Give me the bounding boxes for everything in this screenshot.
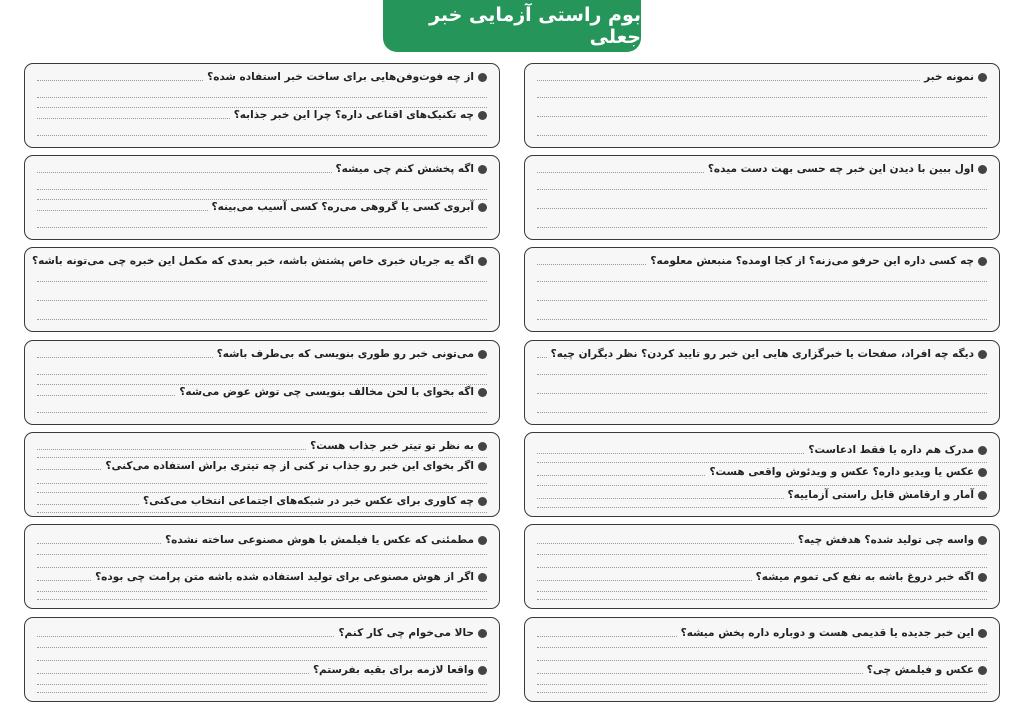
question-row <box>32 255 487 267</box>
left-card-2 <box>24 155 500 240</box>
answer-line[interactable] <box>37 199 487 200</box>
question-text: اگر بخوای این خبر رو جذاب تر کنی از چه تیتری براش استفاده می‌کنی؟ <box>105 460 474 472</box>
bullet-icon <box>978 491 987 500</box>
question-text: به نظر تو تیتر خبر جذاب هست؟ <box>310 440 474 452</box>
question-text: دیگه چه افراد، صفحات یا خبرگزاری هایی این خبر رو تایید کردن؟ نظر دیگران چیه؟ <box>550 348 974 360</box>
bullet-icon <box>478 573 487 582</box>
answer-line[interactable] <box>537 567 987 568</box>
question-text: حالا می‌خوام چی کار کنم؟ <box>338 627 474 639</box>
answer-dots[interactable] <box>537 543 794 544</box>
answer-dots[interactable] <box>37 395 175 396</box>
page-title: بوم راستی آزمایی خبر جعلی <box>383 0 641 52</box>
left-card-7 <box>24 617 500 702</box>
question-text: اول ببین با دیدن این خبر چه حسی بهت دست میده؟ <box>707 163 974 175</box>
answer-line[interactable] <box>537 507 987 508</box>
bullet-icon <box>978 629 987 638</box>
answer-dots[interactable] <box>37 673 309 674</box>
question-row <box>37 534 487 546</box>
question-text: واسه چی تولید شده؟ هدفش چیه؟ <box>797 534 974 546</box>
answer-line[interactable] <box>37 319 487 320</box>
answer-line[interactable] <box>37 554 487 555</box>
question-text: چه تکنیک‌های اقناعی داره؟ چرا این خبر جذابه؟ <box>233 109 474 121</box>
bullet-icon <box>978 573 987 582</box>
question-row <box>537 571 987 583</box>
answer-line[interactable] <box>537 554 987 555</box>
answer-line[interactable] <box>37 135 487 136</box>
answer-line[interactable] <box>537 647 987 648</box>
answer-line[interactable] <box>537 189 987 190</box>
bullet-icon <box>478 497 487 506</box>
answer-dots[interactable] <box>37 449 306 450</box>
answer-line[interactable] <box>37 567 487 568</box>
answer-dots[interactable] <box>537 673 863 674</box>
bullet-icon <box>478 111 487 120</box>
bullet-icon <box>978 350 987 359</box>
question-row <box>37 627 487 639</box>
right-card-7 <box>524 617 1000 702</box>
answer-line[interactable] <box>37 660 487 661</box>
question-row <box>537 348 987 360</box>
bullet-icon <box>478 388 487 397</box>
question-row <box>37 201 487 213</box>
answer-line[interactable] <box>537 281 987 282</box>
left-card-1 <box>24 63 500 148</box>
question-text: اگه یه جریان خبری خاص پشتش باشه، خبر بعدی که مکمل این خبره چی می‌تونه باشه؟ <box>32 255 474 267</box>
question-row <box>537 163 987 175</box>
question-text: آمار و ارقامش قابل راستی آزماییه؟ <box>787 489 974 501</box>
bullet-icon <box>478 350 487 359</box>
answer-line[interactable] <box>37 97 487 98</box>
answer-line[interactable] <box>37 483 487 484</box>
question-row <box>37 495 487 507</box>
bullet-icon <box>478 629 487 638</box>
answer-dots[interactable] <box>537 172 704 173</box>
bullet-icon <box>478 257 487 266</box>
right-card-5 <box>524 432 1000 517</box>
question-row <box>537 444 987 456</box>
answer-dots[interactable] <box>537 498 784 499</box>
answer-line[interactable] <box>537 462 987 463</box>
question-row <box>37 664 487 676</box>
bullet-icon <box>978 536 987 545</box>
bullet-icon <box>978 468 987 477</box>
answer-dots[interactable] <box>37 210 208 211</box>
question-row <box>37 71 487 83</box>
answer-line[interactable] <box>537 135 987 136</box>
answer-line[interactable] <box>37 412 487 413</box>
bullet-icon <box>478 536 487 545</box>
answer-line[interactable] <box>37 647 487 648</box>
bullet-icon <box>478 203 487 212</box>
bullet-icon <box>978 666 987 675</box>
question-text: نمونه خبر <box>924 71 974 83</box>
answer-dots[interactable] <box>537 264 646 265</box>
left-card-3 <box>24 247 500 332</box>
answer-line[interactable] <box>537 374 987 375</box>
answer-dots[interactable] <box>37 357 213 358</box>
answer-line[interactable] <box>537 319 987 320</box>
question-text: چه کاوری برای عکس خبر در شبکه‌های اجتماعی انتخاب می‌کنی؟ <box>143 495 474 507</box>
answer-line[interactable] <box>537 412 987 413</box>
answer-line[interactable] <box>37 457 487 458</box>
left-card-6 <box>24 524 500 609</box>
question-text: مدرک هم داره یا فقط ادعاست؟ <box>808 444 974 456</box>
answer-line[interactable] <box>537 591 987 592</box>
question-text: می‌تونی خبر رو طوری بنویسی که بی‌طرف باشه؟ <box>216 348 474 360</box>
answer-line[interactable] <box>537 684 987 685</box>
question-text: اگه خبر دروغ باشه به نفع کی تموم میشه؟ <box>755 571 974 583</box>
answer-dots[interactable] <box>37 504 139 505</box>
answer-line[interactable] <box>37 591 487 592</box>
bullet-icon <box>478 165 487 174</box>
right-card-6 <box>524 524 1000 609</box>
answer-line[interactable] <box>37 684 487 685</box>
answer-dots[interactable] <box>37 118 230 119</box>
bullet-icon <box>478 462 487 471</box>
answer-dots[interactable] <box>37 543 161 544</box>
answer-line[interactable] <box>537 227 987 228</box>
answer-line[interactable] <box>37 300 487 301</box>
answer-line[interactable] <box>37 512 487 513</box>
question-text: عکس و فیلمش چی؟ <box>866 664 974 676</box>
question-row <box>537 664 987 676</box>
right-card-2 <box>524 155 1000 240</box>
question-text: عکس یا ویدیو داره؟ عکس و ویدئوش واقعی هست؟ <box>709 466 974 478</box>
answer-line[interactable] <box>37 281 487 282</box>
answer-dots[interactable] <box>537 580 752 581</box>
answer-dots[interactable] <box>537 475 705 476</box>
answer-dots[interactable] <box>37 80 203 81</box>
answer-dots[interactable] <box>37 469 101 470</box>
bullet-icon <box>978 257 987 266</box>
answer-line[interactable] <box>37 189 487 190</box>
question-row <box>537 255 987 267</box>
question-row <box>537 71 987 83</box>
answer-dots[interactable] <box>37 580 91 581</box>
bullet-icon <box>478 442 487 451</box>
left-card-4 <box>24 340 500 425</box>
answer-line[interactable] <box>37 692 487 693</box>
answer-line[interactable] <box>537 660 987 661</box>
question-row <box>37 571 487 583</box>
bullet-icon <box>978 73 987 82</box>
answer-dots[interactable] <box>537 453 804 454</box>
bullet-icon <box>478 73 487 82</box>
question-row <box>537 466 987 478</box>
answer-dots[interactable] <box>537 636 677 637</box>
right-card-4 <box>524 340 1000 425</box>
question-text: اگر از هوش مصنوعی برای تولید استفاده شده باشه متن پرامت چی بوده؟ <box>95 571 474 583</box>
bullet-icon <box>478 666 487 675</box>
answer-line[interactable] <box>37 374 487 375</box>
answer-line[interactable] <box>37 107 487 108</box>
answer-line[interactable] <box>37 384 487 385</box>
answer-line[interactable] <box>537 599 987 600</box>
question-row <box>37 109 487 121</box>
answer-dots[interactable] <box>37 172 332 173</box>
question-text: از چه فوت‌وفن‌هایی برای ساخت خبر استفاده شده؟ <box>207 71 474 83</box>
left-card-5 <box>24 432 500 517</box>
right-card-1 <box>524 63 1000 148</box>
answer-line[interactable] <box>537 692 987 693</box>
question-text: واقعا لازمه برای بقیه بفرستم؟ <box>312 664 474 676</box>
answer-line[interactable] <box>37 227 487 228</box>
question-text: اگه بخوای با لحن مخالف بنویسی چی توش عوض می‌شه؟ <box>179 386 474 398</box>
answer-dots[interactable] <box>37 636 334 637</box>
answer-line[interactable] <box>37 599 487 600</box>
answer-line[interactable] <box>537 97 987 98</box>
answer-line[interactable] <box>537 485 987 486</box>
question-text: این خبر جدیده یا قدیمی هست و دوباره داره پخش میشه؟ <box>680 627 974 639</box>
bullet-icon <box>978 446 987 455</box>
question-row <box>37 440 487 452</box>
question-row <box>537 534 987 546</box>
question-row <box>37 163 487 175</box>
question-row <box>37 386 487 398</box>
question-text: آبروی کسی یا گروهی می‌ره؟ کسی آسیب می‌بینه؟ <box>211 201 474 213</box>
question-text: اگه پخشش کنم چی میشه؟ <box>335 163 474 175</box>
answer-line[interactable] <box>537 208 987 209</box>
answer-line[interactable] <box>537 116 987 117</box>
question-text: مطمئنی که عکس یا فیلمش با هوش مصنوعی ساخته نشده؟ <box>165 534 474 546</box>
answer-line[interactable] <box>37 492 487 493</box>
answer-line[interactable] <box>537 300 987 301</box>
answer-line[interactable] <box>537 393 987 394</box>
question-row <box>37 460 487 472</box>
question-row <box>537 489 987 501</box>
answer-dots[interactable] <box>537 80 920 81</box>
bullet-icon <box>978 165 987 174</box>
right-card-3 <box>524 247 1000 332</box>
question-text: چه کسی داره این حرفو می‌زنه؟ از کجا اومده؟ منبعش معلومه؟ <box>650 255 974 267</box>
answer-dots[interactable] <box>537 357 547 358</box>
question-row <box>537 627 987 639</box>
question-row <box>37 348 487 360</box>
